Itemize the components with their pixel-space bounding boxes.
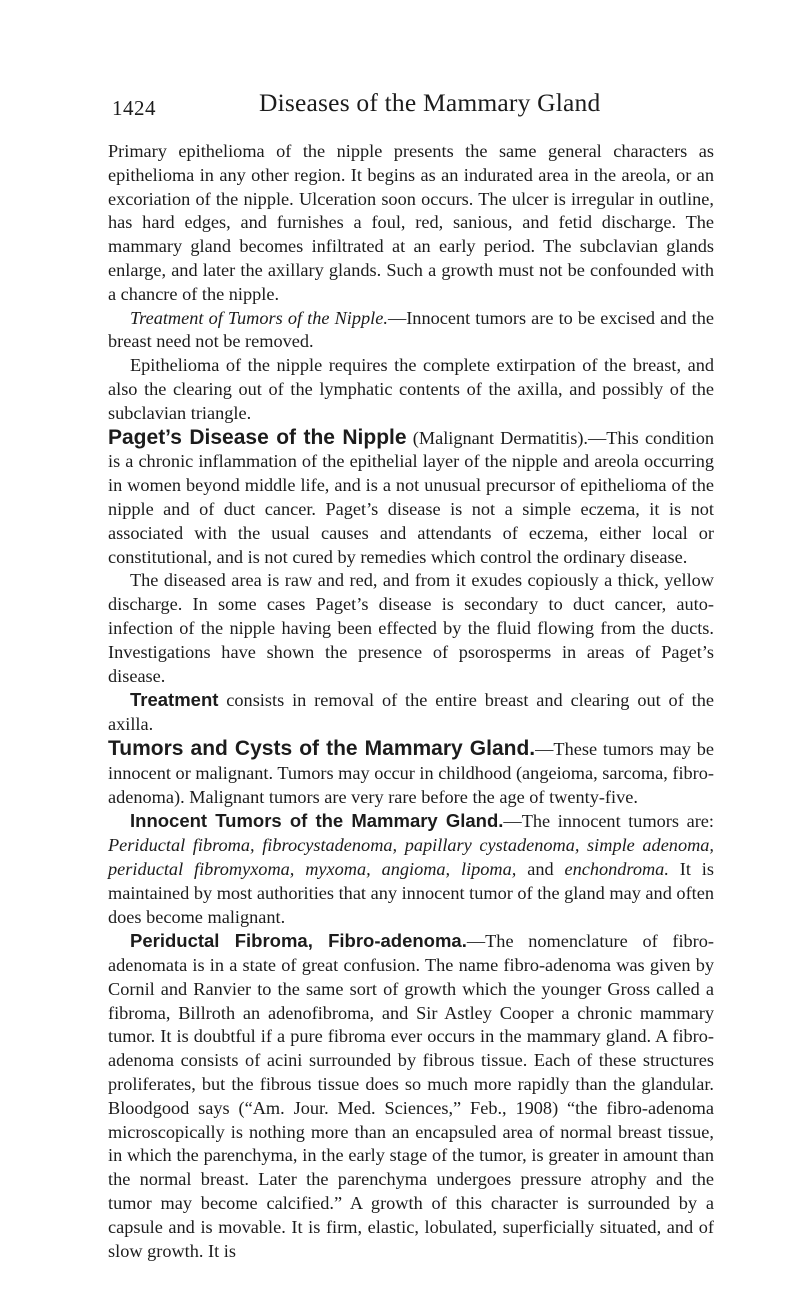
paragraph-text: —These tumors may be innocent or malignant. Tumors may occur in childhood (angeioma, sarcoma, fibro-adenoma). Malignant tumors are very rare before the age of twenty-five. <box>108 738 714 807</box>
tumor-list-last: enchondroma. <box>564 858 669 879</box>
paragraph-text: —The nomenclature of fibro-adenomata is in a state of great confusion. The name fibro-adenoma was given by Cornil and Ranvier to the same sort of growth which the younger Gross called a fibroma, Billroth an adenofibroma, and Sir Astley Cooper a chronic mammary tumor. It is doubtful if a pure fibroma ever occurs in the mammary gland. A fibro-adenoma consists of acini surrounded by fibrous tissue. Each of these structures proliferates, but the fibrous tissue does so much more rapidly than the glandular. Bloodgood says (“Am. Jour. Med. Sciences,” Feb., 1908) “the fibro-adenoma microscopically is nothing more than an encapsuled area of normal breast tissue, in which the parenchyma, in the early stage of the tumor, is greater in amount than the normal breast. Later the parenchyma undergoes pressure atrophy and the tumor may become calcified.” A growth of this character is surrounded by a capsule and is movable. It is firm, elastic, lobulated, superficially situated, and of slow growth. It is <box>108 931 714 1261</box>
page-header <box>112 88 712 124</box>
tumor-list: Periductal fibroma, fibrocystadenoma, papillary cystadenoma, simple adenoma, periductal fibromyxoma, myxoma, angioma, lipoma, <box>108 835 714 879</box>
section-heading-periductal-fibroma: Periductal Fibroma, Fibro-adenoma. <box>130 930 467 952</box>
paragraph-text: —The innocent tumors are: <box>503 811 714 832</box>
page-number: 1424 <box>112 96 156 120</box>
paragraph-pagets-treatment <box>108 688 714 737</box>
paragraph-pagets-disease <box>108 426 714 570</box>
paragraph-text: (Malignant Dermatitis).—This condition is a chronic inflammation of the epithelial layer of the nipple and areola occurring in women beyond middle life, and is a not unusual precursor of epithelioma of the nipple and of duct cancer. Paget’s disease is not a simple eczema, it is not associated with the usual causes and attendants of eczema, either local or constitutional, and is not cured by remedies which control the ordinary disease. <box>108 427 714 567</box>
section-heading-treatment-nipple-tumors: Treatment of Tumors of the Nipple. <box>130 307 388 328</box>
section-heading-pagets-disease: Paget’s Disease of the Nipple <box>108 425 407 449</box>
paragraph-innocent-tumors <box>108 809 714 929</box>
section-heading-tumors-cysts: Tumors and Cysts of the Mammary Gland. <box>108 736 536 760</box>
section-heading-treatment: Treatment <box>130 689 219 711</box>
body-text <box>108 140 714 1263</box>
paragraph-text: It is maintained by most authorities that any innocent tumor of the gland may and often does become malignant. <box>108 858 714 927</box>
paragraph-diseased-area: The diseased area is raw and red, and from it exudes copiously a thick, yellow discharge. In some cases Paget’s disease is secondary to duct cancer, auto-infection of the nipple having been effected by the fluid flowing from the ducts. Investigations have shown the presence of psorosperms in areas of Paget’s disease. <box>108 570 714 686</box>
section-heading-innocent-tumors: Innocent Tumors of the Mammary Gland. <box>130 810 504 832</box>
paragraph-epithelioma-treatment: Epithelioma of the nipple requires the complete extirpation of the breast, and also the clearing out of the lymphatic contents of the axilla, and possibly of the subclavian triangle. <box>108 355 714 423</box>
paragraph-treatment-nipple-tumors <box>108 307 714 355</box>
paragraph-tumors-cysts <box>108 737 714 809</box>
paragraph-text: —Innocent tumors are to be excised and the breast need not be removed. <box>108 307 714 352</box>
paragraph-text: consists in removal of the entire breast and clearing out of the axilla. <box>108 690 714 735</box>
paragraph-text: and <box>516 858 565 879</box>
running-title: Diseases of the Mammary Gland <box>259 88 601 117</box>
paragraph-primary-epithelioma: Primary epithelioma of the nipple presents the same general characters as epithelioma in any other region. It begins as an indurated area in the areola, or an excoriation of the nipple. Ulceration soon occurs. The ulcer is irregular in outline, has hard edges, and furnishes a foul, red, sanious, and fetid discharge. The mammary gland becomes infiltrated at an early period. The subclavian glands enlarge, and later the axillary glands. Such a growth must not be confounded with a chancre of the nipple. <box>108 141 714 304</box>
paragraph-periductal-fibroma <box>108 929 714 1263</box>
